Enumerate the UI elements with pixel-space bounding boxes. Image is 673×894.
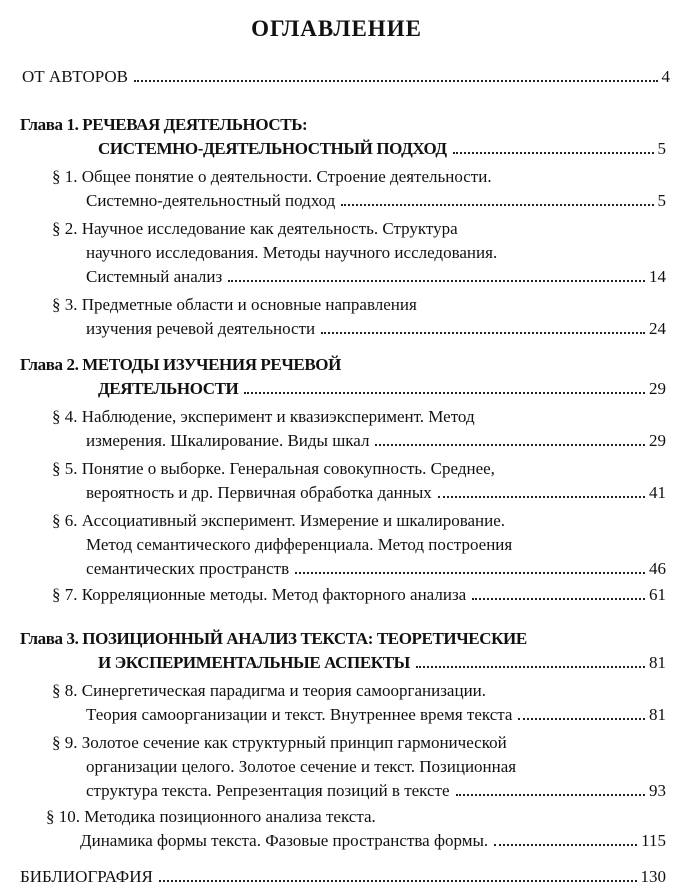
section-8-line1: § 8. Синергетическая парадигма и теория самоорганизации. — [52, 681, 487, 700]
entry-label: СИСТЕМНО-ДЕЯТЕЛЬНОСТНЫЙ ПОДХОД — [98, 139, 447, 158]
toc-entry-section-2[interactable] — [86, 266, 666, 288]
page-number: 130 — [640, 867, 666, 886]
page-number: 81 — [649, 653, 666, 672]
toc-entry-section-6[interactable] — [86, 558, 666, 580]
section-6-line2: Метод семантического дифференциала. Метод построения — [86, 535, 513, 554]
section-10-line1: § 10. Методика позиционного анализа текста. — [46, 807, 376, 826]
toc-entry-authors[interactable] — [22, 66, 670, 88]
entry-label: Динамика формы текста. Фазовые пространства формы. — [80, 831, 489, 850]
section-9-line2: организации целого. Золотое сечение и текст. Позиционная — [86, 757, 517, 776]
leader-dots — [228, 280, 645, 282]
entry-label: Системно-деятельностный подход — [86, 191, 336, 210]
leader-dots — [295, 572, 645, 574]
page-number: 14 — [649, 267, 666, 286]
page-number: 93 — [649, 781, 666, 800]
chapter-2-title-line1: Глава 2. МЕТОДЫ ИЗУЧЕНИЯ РЕЧЕВОЙ — [20, 355, 341, 374]
toc-entry-section-8[interactable] — [86, 704, 666, 726]
section-1-line1: § 1. Общее понятие о деятельности. Строение деятельности. — [52, 167, 492, 186]
toc-entry-section-4[interactable] — [86, 430, 666, 452]
entry-label: ДЕЯТЕЛЬНОСТИ — [98, 379, 239, 398]
leader-dots — [472, 598, 645, 600]
section-2-line2: научного исследования. Методы научного исследования. — [86, 243, 498, 262]
page-number: 29 — [649, 379, 666, 398]
leader-dots — [244, 392, 645, 394]
entry-label: ОТ АВТОРОВ — [22, 67, 129, 86]
leader-dots — [518, 718, 645, 720]
page-number: 5 — [657, 139, 666, 158]
section-3-line1: § 3. Предметные области и основные направления — [52, 295, 417, 314]
page-number: 41 — [649, 483, 666, 502]
toc-entry-section-5[interactable] — [86, 482, 666, 504]
section-9-line1: § 9. Золотое сечение как структурный принцип гармонической — [52, 733, 507, 752]
page-number: 4 — [661, 67, 670, 86]
page-number: 61 — [649, 585, 666, 604]
leader-dots — [159, 880, 637, 882]
toc-entry-section-10[interactable] — [80, 830, 666, 852]
entry-label: Теория самоорганизации и текст. Внутреннее время текста — [86, 705, 513, 724]
leader-dots — [456, 794, 645, 796]
toc-entry-chapter-2[interactable] — [98, 378, 666, 400]
entry-label: БИБЛИОГРАФИЯ — [20, 867, 153, 886]
entry-label: изучения речевой деятельности — [86, 319, 316, 338]
chapter-1-title-line1: Глава 1. РЕЧЕВАЯ ДЕЯТЕЛЬНОСТЬ: — [20, 115, 308, 134]
page-number: 5 — [657, 191, 666, 210]
page-title: ОГЛАВЛЕНИЕ — [251, 16, 422, 41]
toc-entry-chapter-3[interactable] — [98, 652, 666, 674]
leader-dots — [453, 152, 654, 154]
leader-dots — [321, 332, 645, 334]
page-number: 29 — [649, 431, 666, 450]
page-number: 115 — [641, 831, 666, 850]
chapter-3-title-line1: Глава 3. ПОЗИЦИОННЫЙ АНАЛИЗ ТЕКСТА: ТЕОРЕТИЧЕСКИЕ — [20, 629, 527, 648]
leader-dots — [134, 80, 657, 82]
entry-label: измерения. Шкалирование. Виды шкал — [86, 431, 370, 450]
toc-entry-chapter-1[interactable] — [98, 138, 666, 160]
toc-entry-section-1[interactable] — [86, 190, 666, 212]
section-5-line1: § 5. Понятие о выборке. Генеральная совокупность. Среднее, — [52, 459, 495, 478]
entry-label: Системный анализ — [86, 267, 223, 286]
entry-label: семантических пространств — [86, 559, 290, 578]
toc-entry-section-3[interactable] — [86, 318, 666, 340]
toc-entry-section-9[interactable] — [86, 780, 666, 802]
leader-dots — [375, 444, 645, 446]
section-4-line1: § 4. Наблюдение, эксперимент и квазиэксперимент. Метод — [52, 407, 475, 426]
page-number: 24 — [649, 319, 666, 338]
page-number: 46 — [649, 559, 666, 578]
entry-label: вероятность и др. Первичная обработка данных — [86, 483, 432, 502]
toc-entry-bibliography[interactable] — [20, 866, 666, 888]
entry-label: И ЭКСПЕРИМЕНТАЛЬНЫЕ АСПЕКТЫ — [98, 653, 410, 672]
leader-dots — [438, 496, 645, 498]
leader-dots — [494, 844, 637, 846]
toc-entry-section-7[interactable] — [52, 584, 666, 606]
entry-label: структура текста. Репрезентация позиций в тексте — [86, 781, 450, 800]
page-number: 81 — [649, 705, 666, 724]
section-2-line1: § 2. Научное исследование как деятельность. Структура — [52, 219, 458, 238]
section-6-line1: § 6. Ассоциативный эксперимент. Измерение и шкалирование. — [52, 511, 506, 530]
entry-label: § 7. Корреляционные методы. Метод факторного анализа — [52, 585, 467, 604]
leader-dots — [341, 204, 653, 206]
leader-dots — [416, 666, 645, 668]
